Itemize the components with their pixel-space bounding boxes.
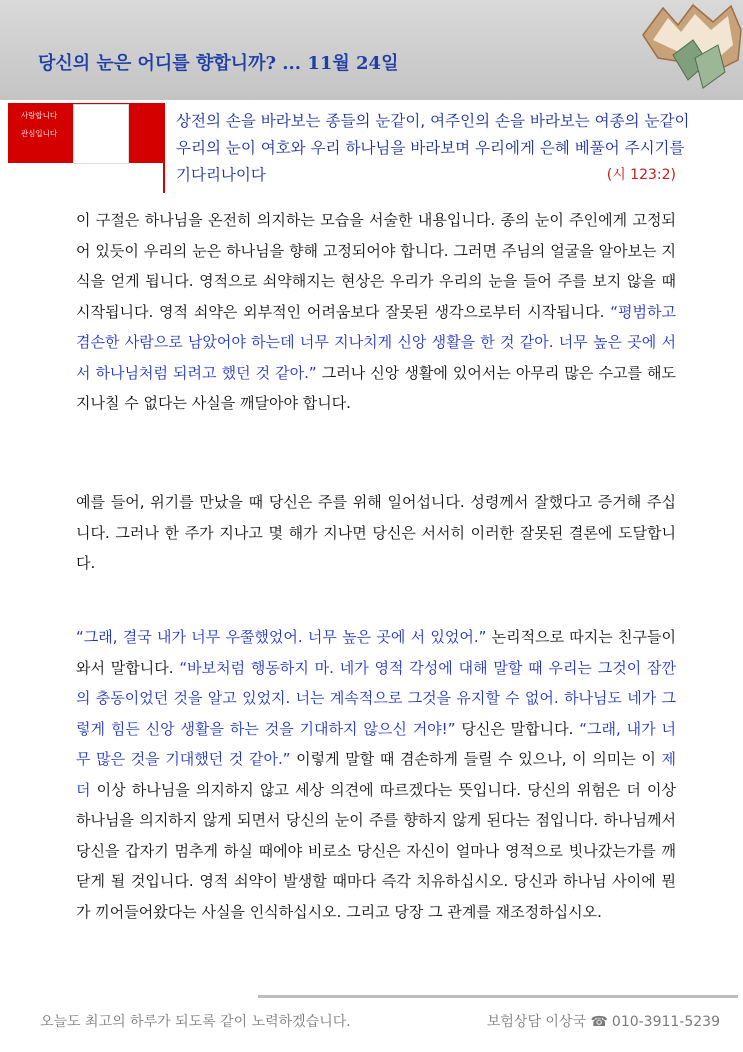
paragraph-2-text: 예를 들어, 위기를 만났을 때 당신은 주를 위해 일어섭니다. 성령께서 잘했다고 증거해 주십니다. 그러나 한 주가 지나고 몇 해가 지나면 당신은 서서히 이러한 잘못된 결론에 도달합니다. [76,493,676,572]
side-label-interest: 관심입니다 [20,129,58,138]
side-image-box [73,104,129,164]
verse-reference: (시 123:2) [606,167,676,183]
page-header [0,0,743,100]
side-label-love: 사랑합니다 [20,111,58,120]
verse-divider [163,103,165,193]
footer-contact [487,1011,720,1031]
paragraph-3-text-b: 논리적으로 따지는 친구들이 와서 말합니다. [76,628,676,677]
paragraph-3 [76,622,676,927]
verse-text: 상전의 손을 바라보는 종들의 눈같이, 여주인의 손을 바라보는 여종의 눈같이 우리의 눈이 여호와 우리 하나님을 바라보며 우리에게 은혜 베풀어 주시기를 기다리나이다 [176,112,690,184]
footer-divider [258,995,738,998]
paragraph-2 [76,487,676,579]
phone-icon: ☎ [590,1014,608,1030]
page-footer [40,1011,720,1031]
footer-slogan: 오늘도 최고의 하루가 되도록 같이 노력하겠습니다. [40,1014,351,1030]
paragraph-3-quote-e: “그래, 내가 너무 많은 것을 기대했던 것 같아.” [76,719,676,768]
paragraph-3-quote-a: “그래, 결국 내가 너무 우쭐했었어. 너무 높은 곳에 서 있었어.” [76,628,487,646]
paragraph-3-text-g: 제 더 [76,750,676,799]
paragraph-1-quote: “평범하고 겸손한 사람으로 남았어야 하는데 너무 지나치게 신앙 생활을 한 것 같아. 너무 높은 곳에 서서 하나님처럼 되려고 했던 것 같아.” [76,302,676,382]
footer-phone: 010-3911-5239 [611,1014,720,1030]
paragraph-3-text-d: 당신은 말합니다. [461,719,574,738]
paragraph-3-text-f: 이렇게 말할 때 겸손하게 들릴 수 있으나, 이 의미는 이 [296,750,656,768]
paragraph-3-text-h: 이상 하나님을 의지하지 않고 세상 의견에 따르겠다는 뜻입니다. 당신의 위험은 더 이상 하나님을 의지하지 않게 되면서 당신의 눈이 주를 향하지 않게 된다는 점입니다. 하나님께서 당신을 갑자기 멈추게 하실 때에야 비로소 당신은 자신이 얼마나 영적으로 빗나갔는가를 깨닫게 될 것입니다. 영적 쇠약이 발생할 때마다 즉각 치유하십시오. 당신과 하나님 사이에 뭔가 끼어들어왔다는 사실을 인식하십시오. 그리고 당장 그 관계를 재조정하십시오. [76,780,676,921]
page-title: 당신의 눈은 어디를 향합니까? ... 11월 24일 [38,53,399,74]
paragraph-1-text-a: 이 구절은 하나님을 온전히 의지하는 모습을 서술한 내용입니다. 종의 눈이 주인에게 고정되어 있듯이 우리의 눈은 하나님을 향해 고정되어야 합니다. 그러면 주님의 얼굴을 알아보는 지식을 얻게 됩니다. 영적으로 쇠약해지는 현상은 우리가 우리의 눈을 들어 주를 보지 않을 때 시작됩니다. 영적 쇠약은 외부적인 어려움보다 잘못된 생각으로부터 시작됩니다. [76,211,676,321]
cracked-egg-illustration [623,0,743,100]
paragraph-1 [76,205,676,419]
side-labels [10,107,68,143]
footer-contact-label: 보험상담 이상국 [486,1014,586,1030]
paragraph-3-quote-c: “바보처럼 행동하지 마. 네가 영적 각성에 대해 말할 때 우리는 그것이 잠깐의 충동이었던 것을 알고 있었지. 너는 계속적으로 그것을 유지할 수 없어. 하나님도 네가 그렇게 힘든 신앙 생활을 하는 것을 기대하지 않으신 거야!” [76,658,676,738]
scripture-verse [176,108,696,189]
paragraph-1-text-c: 그러나 신앙 생활에 있어서는 아무리 많은 수고를 해도 지나칠 수 없다는 사실을 깨달아야 합니다. [76,363,676,412]
